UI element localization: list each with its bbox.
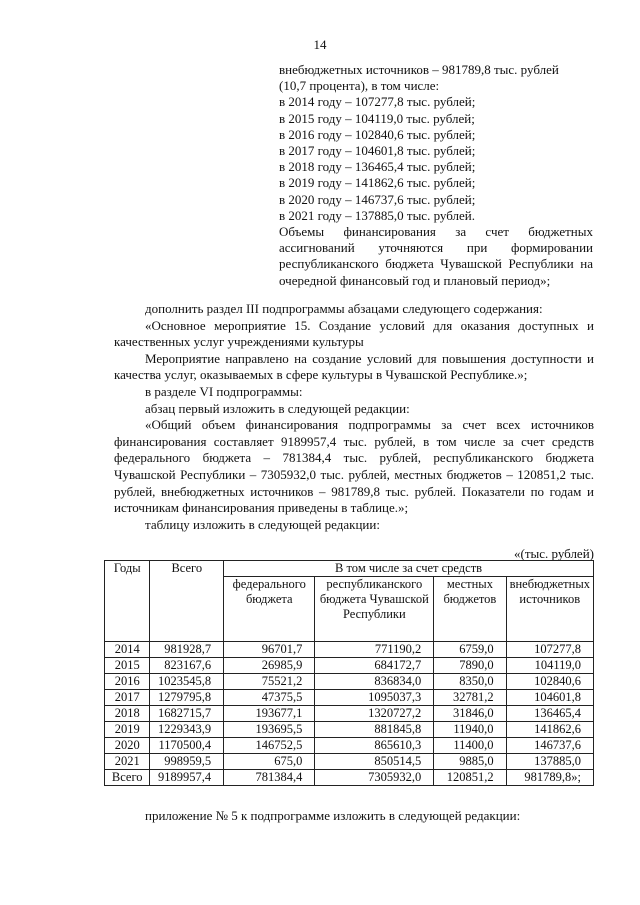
table-cell: 684172,7 <box>315 658 434 674</box>
table-row <box>105 722 594 738</box>
table-cell: 2018 <box>105 706 150 722</box>
header-extra: внебюджетных источников <box>506 577 593 642</box>
paragraph: в разделе VI подпрограммы: <box>145 383 303 399</box>
table-cell: 865610,3 <box>315 738 434 754</box>
summary-line: в 2018 году – 136465,4 тыс. рублей; <box>279 159 476 175</box>
paragraph: «Общий объем финансирования подпрограммы за счет всех источников финансирования составляет 9189957,4 тыс. рублей, в том числе за счет средств федерального бюджета – 781384,4 тыс. рублей, республиканского бюджета Чувашской Республики – 7305932,0 тыс. рублей, местных бюджетов – 120851,2 тыс. рублей, внебюджетных источников – 981789,8 тыс. рублей. Показатели по годам и источникам финансирования приведены в таблице.»; <box>114 417 594 516</box>
table-cell: 9885,0 <box>434 754 506 770</box>
table-cell: 1320727,2 <box>315 706 434 722</box>
paragraph: «Основное мероприятие 15. Создание условий для оказания доступных и качественных услуг учреждениями культуры <box>114 317 594 350</box>
table-row <box>105 770 594 786</box>
table-cell: 137885,0 <box>506 754 593 770</box>
paragraph: абзац первый изложить в следующей редакции: <box>145 400 410 416</box>
summary-line: в 2020 году – 146737,6 тыс. рублей; <box>279 191 476 207</box>
table-cell: 193677,1 <box>224 706 315 722</box>
table-cell: 675,0 <box>224 754 315 770</box>
table-cell: 2017 <box>105 690 150 706</box>
table-row <box>105 706 594 722</box>
table-cell: 146737,6 <box>506 738 593 754</box>
table-cell: 1279795,8 <box>150 690 224 706</box>
table-cell: 136465,4 <box>506 706 593 722</box>
table-cell: 11940,0 <box>434 722 506 738</box>
table-cell: 836834,0 <box>315 674 434 690</box>
table-cell: 104119,0 <box>506 658 593 674</box>
table-cell: 193695,5 <box>224 722 315 738</box>
amendment-text <box>114 301 594 533</box>
table-cell: 2014 <box>105 642 150 658</box>
table-cell: 981928,7 <box>150 642 224 658</box>
table-row <box>105 674 594 690</box>
table-cell: 141862,6 <box>506 722 593 738</box>
table-row <box>105 754 594 770</box>
funding-table <box>104 560 594 786</box>
table-cell: 26985,9 <box>224 658 315 674</box>
table-cell: 107277,8 <box>506 642 593 658</box>
table-cell: 2021 <box>105 754 150 770</box>
table-header-row <box>105 561 594 577</box>
table-cell: 2016 <box>105 674 150 690</box>
table-cell: 771190,2 <box>315 642 434 658</box>
paragraph: дополнить раздел III подпрограммы абзацами следующего содержания: <box>145 301 543 316</box>
table-cell: 31846,0 <box>434 706 506 722</box>
table-row <box>105 642 594 658</box>
table-cell: 146752,5 <box>224 738 315 754</box>
summary-line: в 2021 году – 137885,0 тыс. рублей. <box>279 207 475 223</box>
table-cell: 8350,0 <box>434 674 506 690</box>
summary-line: внебюджетных источников – 981789,8 тыс. рублей <box>279 62 559 77</box>
table-row <box>105 658 594 674</box>
table-cell: 2015 <box>105 658 150 674</box>
table-cell: 1682715,7 <box>150 706 224 722</box>
header-total: Всего <box>150 561 224 642</box>
closing-paragraph: приложение № 5 к подпрограмме изложить в следующей редакции: <box>145 808 521 823</box>
table-cell: 1170500,4 <box>150 738 224 754</box>
table-cell: 75521,2 <box>224 674 315 690</box>
table-cell: Всего <box>105 770 150 786</box>
header-federal: федерального бюджета <box>224 577 315 642</box>
paragraph: таблицу изложить в следующей редакции: <box>145 516 380 532</box>
table-cell: 781384,4 <box>224 770 315 786</box>
table-row <box>105 690 594 706</box>
summary-note: Объемы финансирования за счет бюджетных ассигнований уточняются при формировании республиканского бюджета Чувашской Республики на очередной финансовый год и плановый период»; <box>279 224 593 288</box>
table-cell: 96701,7 <box>224 642 315 658</box>
table-cell: 104601,8 <box>506 690 593 706</box>
table-cell: 7890,0 <box>434 658 506 674</box>
table-cell: 6759,0 <box>434 642 506 658</box>
header-group: В том числе за счет средств <box>224 561 594 577</box>
summary-line: в 2017 году – 104601,8 тыс. рублей; <box>279 143 476 159</box>
table-cell: 120851,2 <box>434 770 506 786</box>
table-cell: 981789,8»; <box>506 770 593 786</box>
table-cell: 2019 <box>105 722 150 738</box>
table-cell: 881845,8 <box>315 722 434 738</box>
summary-line: в 2015 году – 104119,0 тыс. рублей; <box>279 110 475 126</box>
header-local: местных бюджетов <box>434 577 506 642</box>
table-row <box>105 738 594 754</box>
table-cell: 102840,6 <box>506 674 593 690</box>
table-cell: 2020 <box>105 738 150 754</box>
table-cell: 1023545,8 <box>150 674 224 690</box>
summary-line: в 2019 году – 141862,6 тыс. рублей; <box>279 175 476 191</box>
table-cell: 850514,5 <box>315 754 434 770</box>
table-cell: 998959,5 <box>150 754 224 770</box>
table-cell: 823167,6 <box>150 658 224 674</box>
summary-line: в 2016 году – 102840,6 тыс. рублей; <box>279 126 476 142</box>
table-cell: 32781,2 <box>434 690 506 706</box>
table-unit-note: «(тыс. рублей) <box>513 546 594 561</box>
table-cell: 11400,0 <box>434 738 506 754</box>
page-number: 14 <box>313 37 327 52</box>
table-cell: 1229343,9 <box>150 722 224 738</box>
table-cell: 9189957,4 <box>150 770 224 786</box>
header-republic: республиканского бюджета Чувашской Республики <box>315 577 434 642</box>
summary-line: в 2014 году – 107277,8 тыс. рублей; <box>279 94 476 110</box>
paragraph: Мероприятие направлено на создание условий для повышения доступности и качества услуг, оказываемых в сфере культуры в Чувашской Республике.»; <box>114 350 594 383</box>
table-cell: 1095037,3 <box>315 690 434 706</box>
table-cell: 47375,5 <box>224 690 315 706</box>
header-years: Годы <box>105 561 150 642</box>
funding-summary-block <box>279 62 593 289</box>
table-cell: 7305932,0 <box>315 770 434 786</box>
summary-line: (10,7 процента), в том числе: <box>279 78 440 94</box>
